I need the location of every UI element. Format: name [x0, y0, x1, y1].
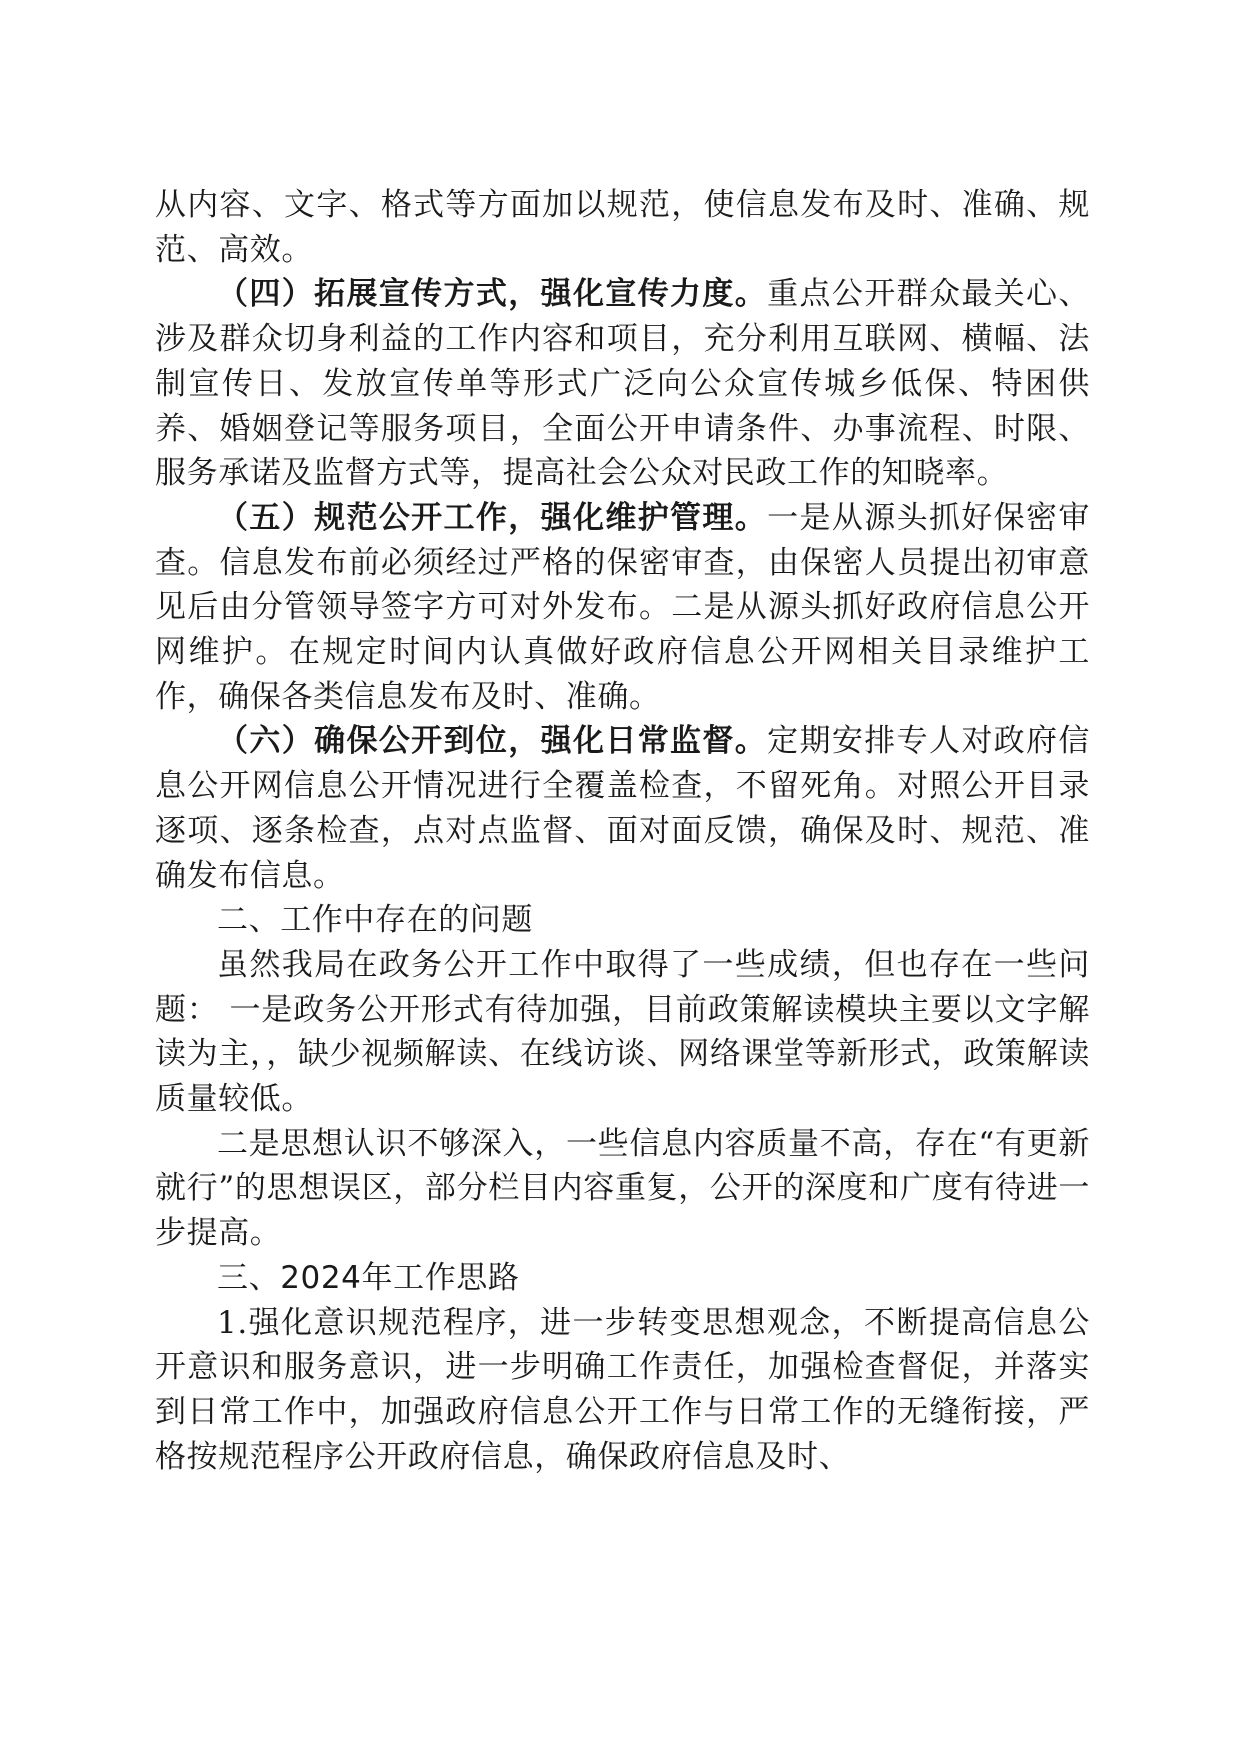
heading-problems: 二、工作中存在的问题 — [217, 902, 533, 939]
paragraph-section-6 — [155, 719, 1090, 898]
paragraph-section-5 — [155, 496, 1090, 720]
paragraph-plan-1: 1.强化意识规范程序，进一步转变思想观念，不断提高信息公开意识和服务意识，进一步明确工作责任，加强检查督促，并落实到日常工作中，加强政府信息公开工作与日常工作的无缝衔接，严格按规范程序公开政府信息，确保政府信息及时、 — [155, 1304, 1090, 1475]
section-5-body: 一是从源头抓好保密审查。信息发布前必须经过严格的保密审查，由保密人员提出初审意见后由分管领导签字方可对外发布。二是从源头抓好政府信息公开网维护。在规定时间内认真做好政府信息公开网相关目录维护工作，确保各类信息发布及时、准确。 — [155, 499, 1091, 715]
paragraph-intro: 从内容、文字、格式等方面加以规范，使信息发布及时、准确、规范、高效。 — [155, 187, 1090, 268]
section-6-body: 定期安排专人对政府信息公开网信息公开情况进行全覆盖检查，不留死角。对照公开目录逐项、逐条检查，点对点监督、面对面反馈，确保及时、规范、准确发布信息。 — [155, 723, 1091, 894]
section-4-lead: （四）拓展宣传方式，强化宣传力度。 — [217, 276, 768, 313]
section-5-lead: （五）规范公开工作，强化维护管理。 — [217, 499, 768, 536]
paragraph-problem-2: 二是思想认识不够深入，一些信息内容质量不高，存在“有更新就行”的思想误区，部分栏目内容重复，公开的深度和广度有待进一步提高。 — [155, 1125, 1090, 1252]
heading-plan: 三、2024年工作思路 — [217, 1259, 520, 1296]
section-4-body: 重点公开群众最关心、涉及群众切身利益的工作内容和项目，充分利用互联网、横幅、法制宣传日、发放宣传单等形式广泛向公众宣传城乡低保、特困供养、婚姻登记等服务项目，全面公开申请条件、办事流程、时限、服务承诺及监督方式等，提高社会公众对民政工作的知晓率。 — [155, 276, 1091, 492]
paragraph-section-4 — [155, 272, 1090, 496]
paragraph-problem-1: 虽然我局在政务公开工作中取得了一些成绩，但也存在一些问题： 一是政务公开形式有待加强，目前政策解读模块主要以文字解读为主，，缺少视频解读、在线访谈、网络课堂等新形式，政策解读质量较低。 — [155, 946, 1090, 1118]
document-page — [155, 183, 1090, 1479]
section-6-lead: （六）确保公开到位，强化日常监督。 — [217, 723, 768, 760]
